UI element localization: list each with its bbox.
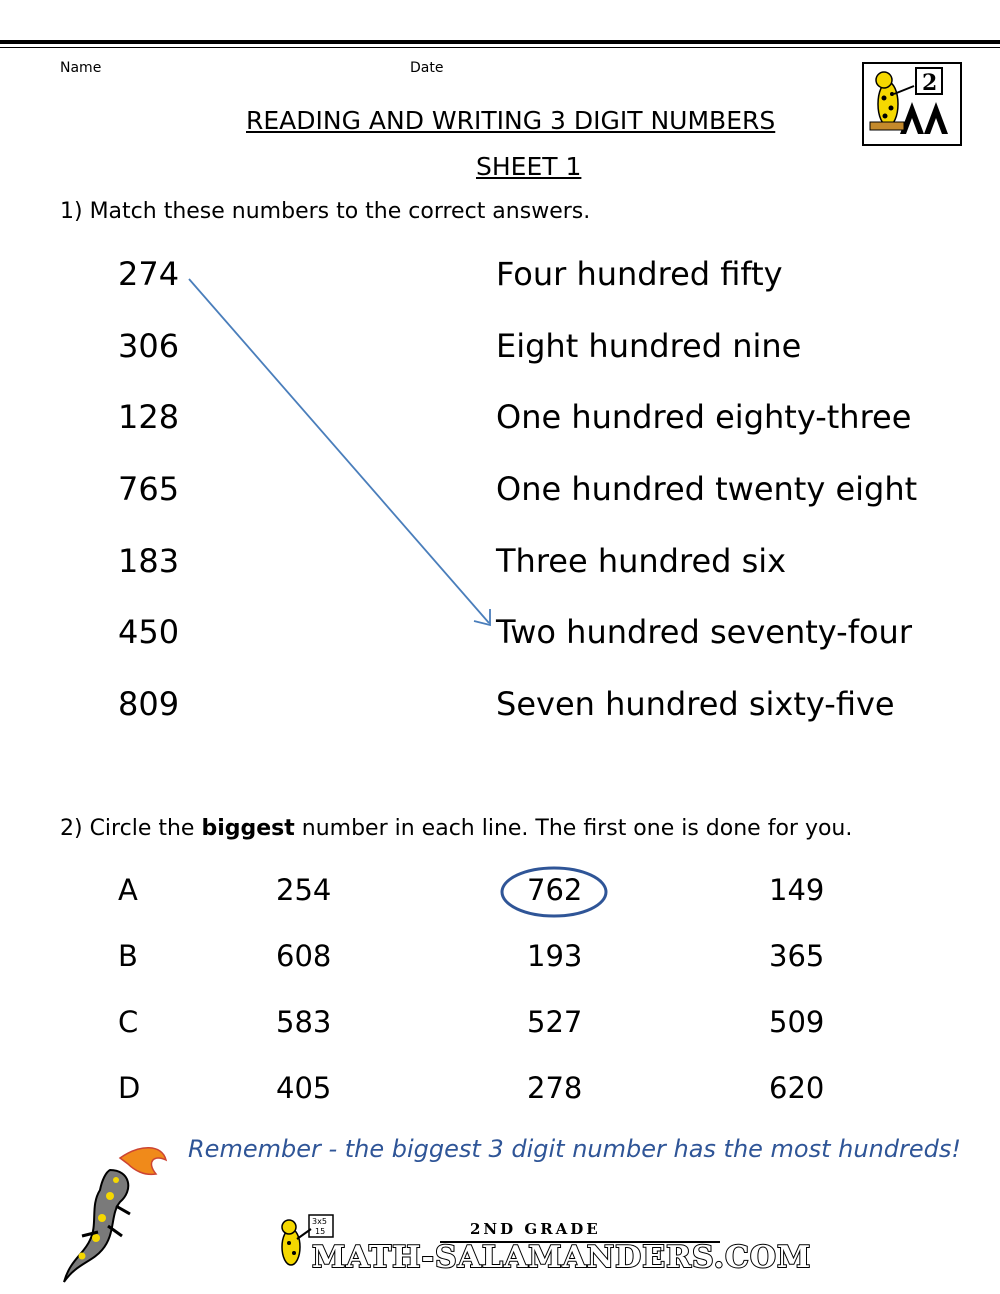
- row-value: 620: [769, 1071, 825, 1105]
- row-value-circled: 762: [527, 873, 583, 907]
- q1-answer: Eight hundred nine: [496, 327, 802, 365]
- tip-text: Remember - the biggest 3 digit number has the most hundreds!: [188, 1135, 962, 1163]
- row-value: 608: [276, 939, 332, 973]
- page-subtitle: SHEET 1: [476, 152, 582, 181]
- row-label: B: [118, 939, 138, 973]
- date-label: Date: [410, 60, 444, 76]
- q1-number: 306: [118, 327, 180, 365]
- row-label: D: [118, 1071, 141, 1105]
- question-1-prompt: 1) Match these numbers to the correct answers.: [60, 199, 591, 224]
- row-value: 365: [769, 939, 825, 973]
- name-label: Name: [60, 60, 102, 76]
- row-value: 583: [276, 1005, 332, 1039]
- svg-text:3x5: 3x5: [312, 1217, 327, 1226]
- logo-grade-text: 2: [922, 70, 938, 96]
- row-label: A: [118, 873, 138, 907]
- q1-answer: One hundred twenty eight: [496, 470, 918, 508]
- row-value: 405: [276, 1071, 332, 1105]
- page-title: READING AND WRITING 3 DIGIT NUMBERS: [246, 106, 776, 135]
- q1-number: 450: [118, 613, 180, 651]
- row-value: 509: [769, 1005, 825, 1039]
- q1-number: 128: [118, 398, 180, 436]
- salamander-mascot-icon: [50, 1140, 190, 1290]
- q1-number: 765: [118, 470, 180, 508]
- question-2-prompt: 2) Circle the biggest number in each line. The first one is done for you.: [60, 816, 853, 841]
- q1-answer: One hundred eighty-three: [496, 398, 912, 436]
- q1-answer: Four hundred fifty: [496, 255, 783, 293]
- top-rule-thick: [0, 40, 1000, 44]
- row-value: 254: [276, 873, 332, 907]
- salamander-teacher-icon: [864, 64, 960, 144]
- q1-answer: Two hundred seventy-four: [496, 613, 912, 651]
- top-rule-thin: [0, 47, 1000, 48]
- site-logo: [862, 62, 962, 146]
- row-value: 193: [527, 939, 583, 973]
- row-label: C: [118, 1005, 139, 1039]
- q1-number: 809: [118, 685, 180, 723]
- svg-text:15: 15: [315, 1227, 326, 1236]
- prompt-bold-word: biggest: [201, 816, 295, 841]
- q1-number: 274: [118, 255, 180, 293]
- q1-answer: Seven hundred sixty-five: [496, 685, 895, 723]
- q1-answer: Three hundred six: [496, 542, 787, 580]
- footer-brand-main: MATH-SALAMANDERS.COM: [312, 1240, 812, 1275]
- row-value: 278: [527, 1071, 583, 1105]
- row-value: 527: [527, 1005, 583, 1039]
- q1-number: 183: [118, 542, 180, 580]
- row-value: 149: [769, 873, 825, 907]
- footer-brand-top: 2ND GRADE: [470, 1220, 601, 1238]
